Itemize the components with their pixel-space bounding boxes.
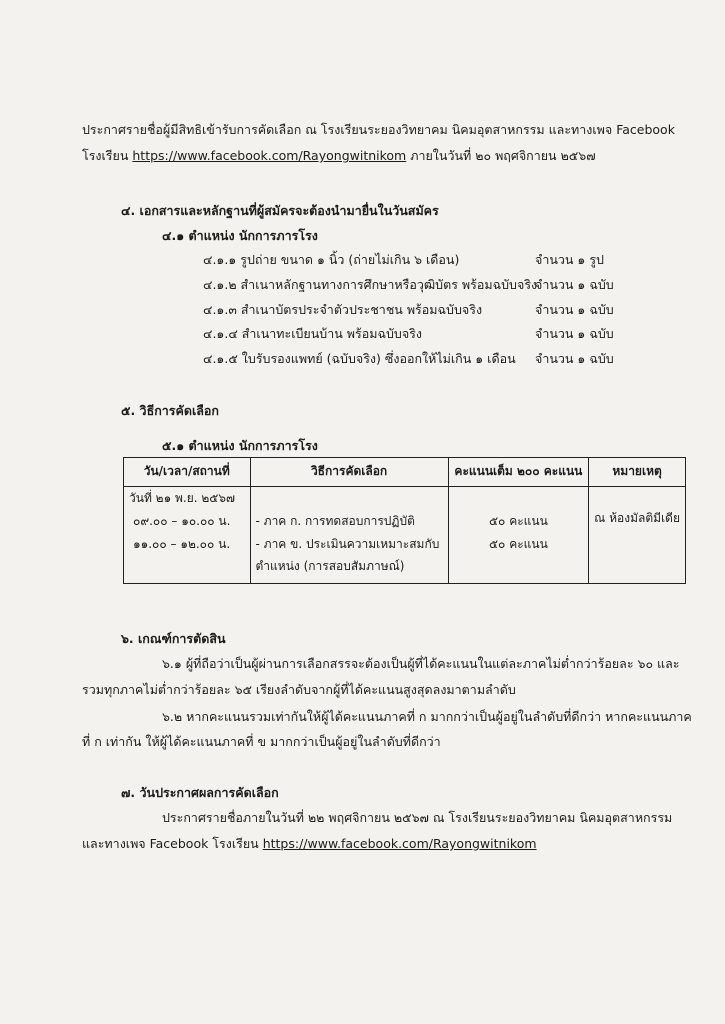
doc-item-qty: จำนวน ๑ ฉบับ	[535, 277, 614, 292]
time-slot-1: ๐๙.๐๐ – ๑๐.๐๐ น.	[133, 514, 231, 528]
doc-item-qty: จำนวน ๑ ฉบับ	[535, 326, 614, 341]
remark-cell	[589, 487, 686, 584]
facebook-link-announce[interactable]: https://www.facebook.com/Rayongwitnikom	[262, 836, 537, 851]
doc-item-qty: จำนวน ๑ ฉบับ	[535, 351, 614, 366]
doc-item-text: ๔.๑.๔ สำเนาทะเบียนบ้าน พร้อมฉบับจริง	[203, 326, 422, 341]
announce-line-2-prefix: และทางเพจ Facebook โรงเรียน	[82, 836, 259, 851]
score-part-a: ๕๐ คะแนน	[488, 514, 548, 528]
doc-item-text: ๔.๑.๒ สำเนาหลักฐานทางการศึกษาหรือวุฒิบัตร พร้อมฉบับจริง	[203, 277, 538, 292]
method-part-b: - ภาค ข. ประเมินความเหมาะสมกับ	[255, 537, 440, 551]
method-part-a: - ภาค ก. การทดสอบการปฏิบัติ	[255, 514, 415, 528]
criteria-6-2-line-1: ๖.๒ หากคะแนนรวมเท่ากันให้ผู้ได้คะแนนภาคที่ ก มากกว่าเป็นผู้อยู่ในลำดับที่ดีกว่า หากคะแนนภาค	[162, 709, 692, 724]
section-4-1-subheading: ๔.๑ ตำแหน่ง นักการภารโรง	[162, 228, 318, 243]
intro-line-2-suffix: ภายในวันที่ ๒๐ พฤศจิกายน ๒๕๖๗	[410, 148, 596, 163]
table-header-cell: วิธีการคัดเลือก	[250, 458, 448, 487]
doc-item-text: ๔.๑.๑ รูปถ่าย ขนาด ๑ นิ้ว (ถ่ายไม่เกิน ๖ เดือน)	[203, 252, 460, 267]
table-row	[124, 487, 686, 584]
criteria-6-1-line-1: ๖.๑ ผู้ที่ถือว่าเป็นผู้ผ่านการเลือกสรรจะต้องเป็นผู้ที่ได้คะแนนในแต่ละภาคไม่ต่ำกว่าร้อยละ ๖๐ และ	[162, 656, 680, 671]
section-4-heading: ๔. เอกสารและหลักฐานที่ผู้สมัครจะต้องนำมายื่นในวันสมัคร	[121, 203, 439, 218]
intro-line-2-prefix: โรงเรียน	[82, 148, 129, 163]
table-header-row	[124, 458, 686, 487]
table-header-cell: หมายเหตุ	[589, 458, 686, 487]
time-slot-2: ๑๑.๐๐ – ๑๒.๐๐ น.	[133, 537, 231, 551]
doc-item-qty: จำนวน ๑ รูป	[535, 252, 604, 267]
section-5-1-subheading: ๕.๑ ตำแหน่ง นักการภารโรง	[162, 438, 318, 453]
remark-text: ณ ห้องมัลติมีเดีย	[594, 511, 680, 525]
table-header-cell: คะแนนเต็ม ๒๐๐ คะแนน	[448, 458, 589, 487]
doc-item-text: ๔.๑.๓ สำเนาบัตรประจำตัวประชาชน พร้อมฉบับจริง	[203, 302, 483, 317]
announce-line-1: ประกาศรายชื่อภายในวันที่ ๒๒ พฤศจิกายน ๒๕๖๗ ณ โรงเรียนระยองวิทยาคม นิคมอุตสาหกรรม	[162, 810, 673, 825]
date-text: วันที่ ๒๑ พ.ย. ๒๕๖๗	[129, 491, 236, 505]
criteria-6-1-line-2: รวมทุกภาคไม่ต่ำกว่าร้อยละ ๖๕ เรียงลำดับจากผู้ที่ได้คะแนนสูงสุดลงมาตามลำดับ	[82, 682, 516, 697]
table-header-cell: วัน/เวลา/สถานที่	[124, 458, 251, 487]
intro-line-1: ประกาศรายชื่อผู้มีสิทธิเข้ารับการคัดเลือก ณ โรงเรียนระยองวิทยาคม นิคมอุตสาหกรรม และทางเพจ Facebook	[82, 122, 675, 137]
facebook-link-intro[interactable]: https://www.facebook.com/Rayongwitnikom	[132, 148, 407, 163]
date-time-cell	[124, 487, 251, 584]
score-part-b: ๕๐ คะแนน	[488, 537, 548, 551]
doc-item-text: ๔.๑.๕ ใบรับรองแพทย์ (ฉบับจริง) ซึ่งออกให้ไม่เกิน ๑ เดือน	[203, 351, 516, 366]
intro-line-2	[82, 147, 596, 165]
method-part-b-cont: ตำแหน่ง (การสอบสัมภาษณ์)	[255, 559, 405, 573]
method-cell	[250, 487, 448, 584]
section-6-heading: ๖. เกณฑ์การตัดสิน	[121, 631, 226, 646]
selection-table	[123, 457, 686, 584]
section-5-heading: ๕. วิธีการคัดเลือก	[121, 403, 219, 418]
section-7-heading: ๗. วันประกาศผลการคัดเลือก	[121, 785, 279, 800]
score-cell	[448, 487, 589, 584]
doc-item-qty: จำนวน ๑ ฉบับ	[535, 302, 614, 317]
announce-line-2	[82, 835, 537, 853]
criteria-6-2-line-2: ที่ ก เท่ากัน ให้ผู้ได้คะแนนภาคที่ ข มากกว่าเป็นผู้อยู่ในลำดับที่ดีกว่า	[82, 734, 441, 749]
